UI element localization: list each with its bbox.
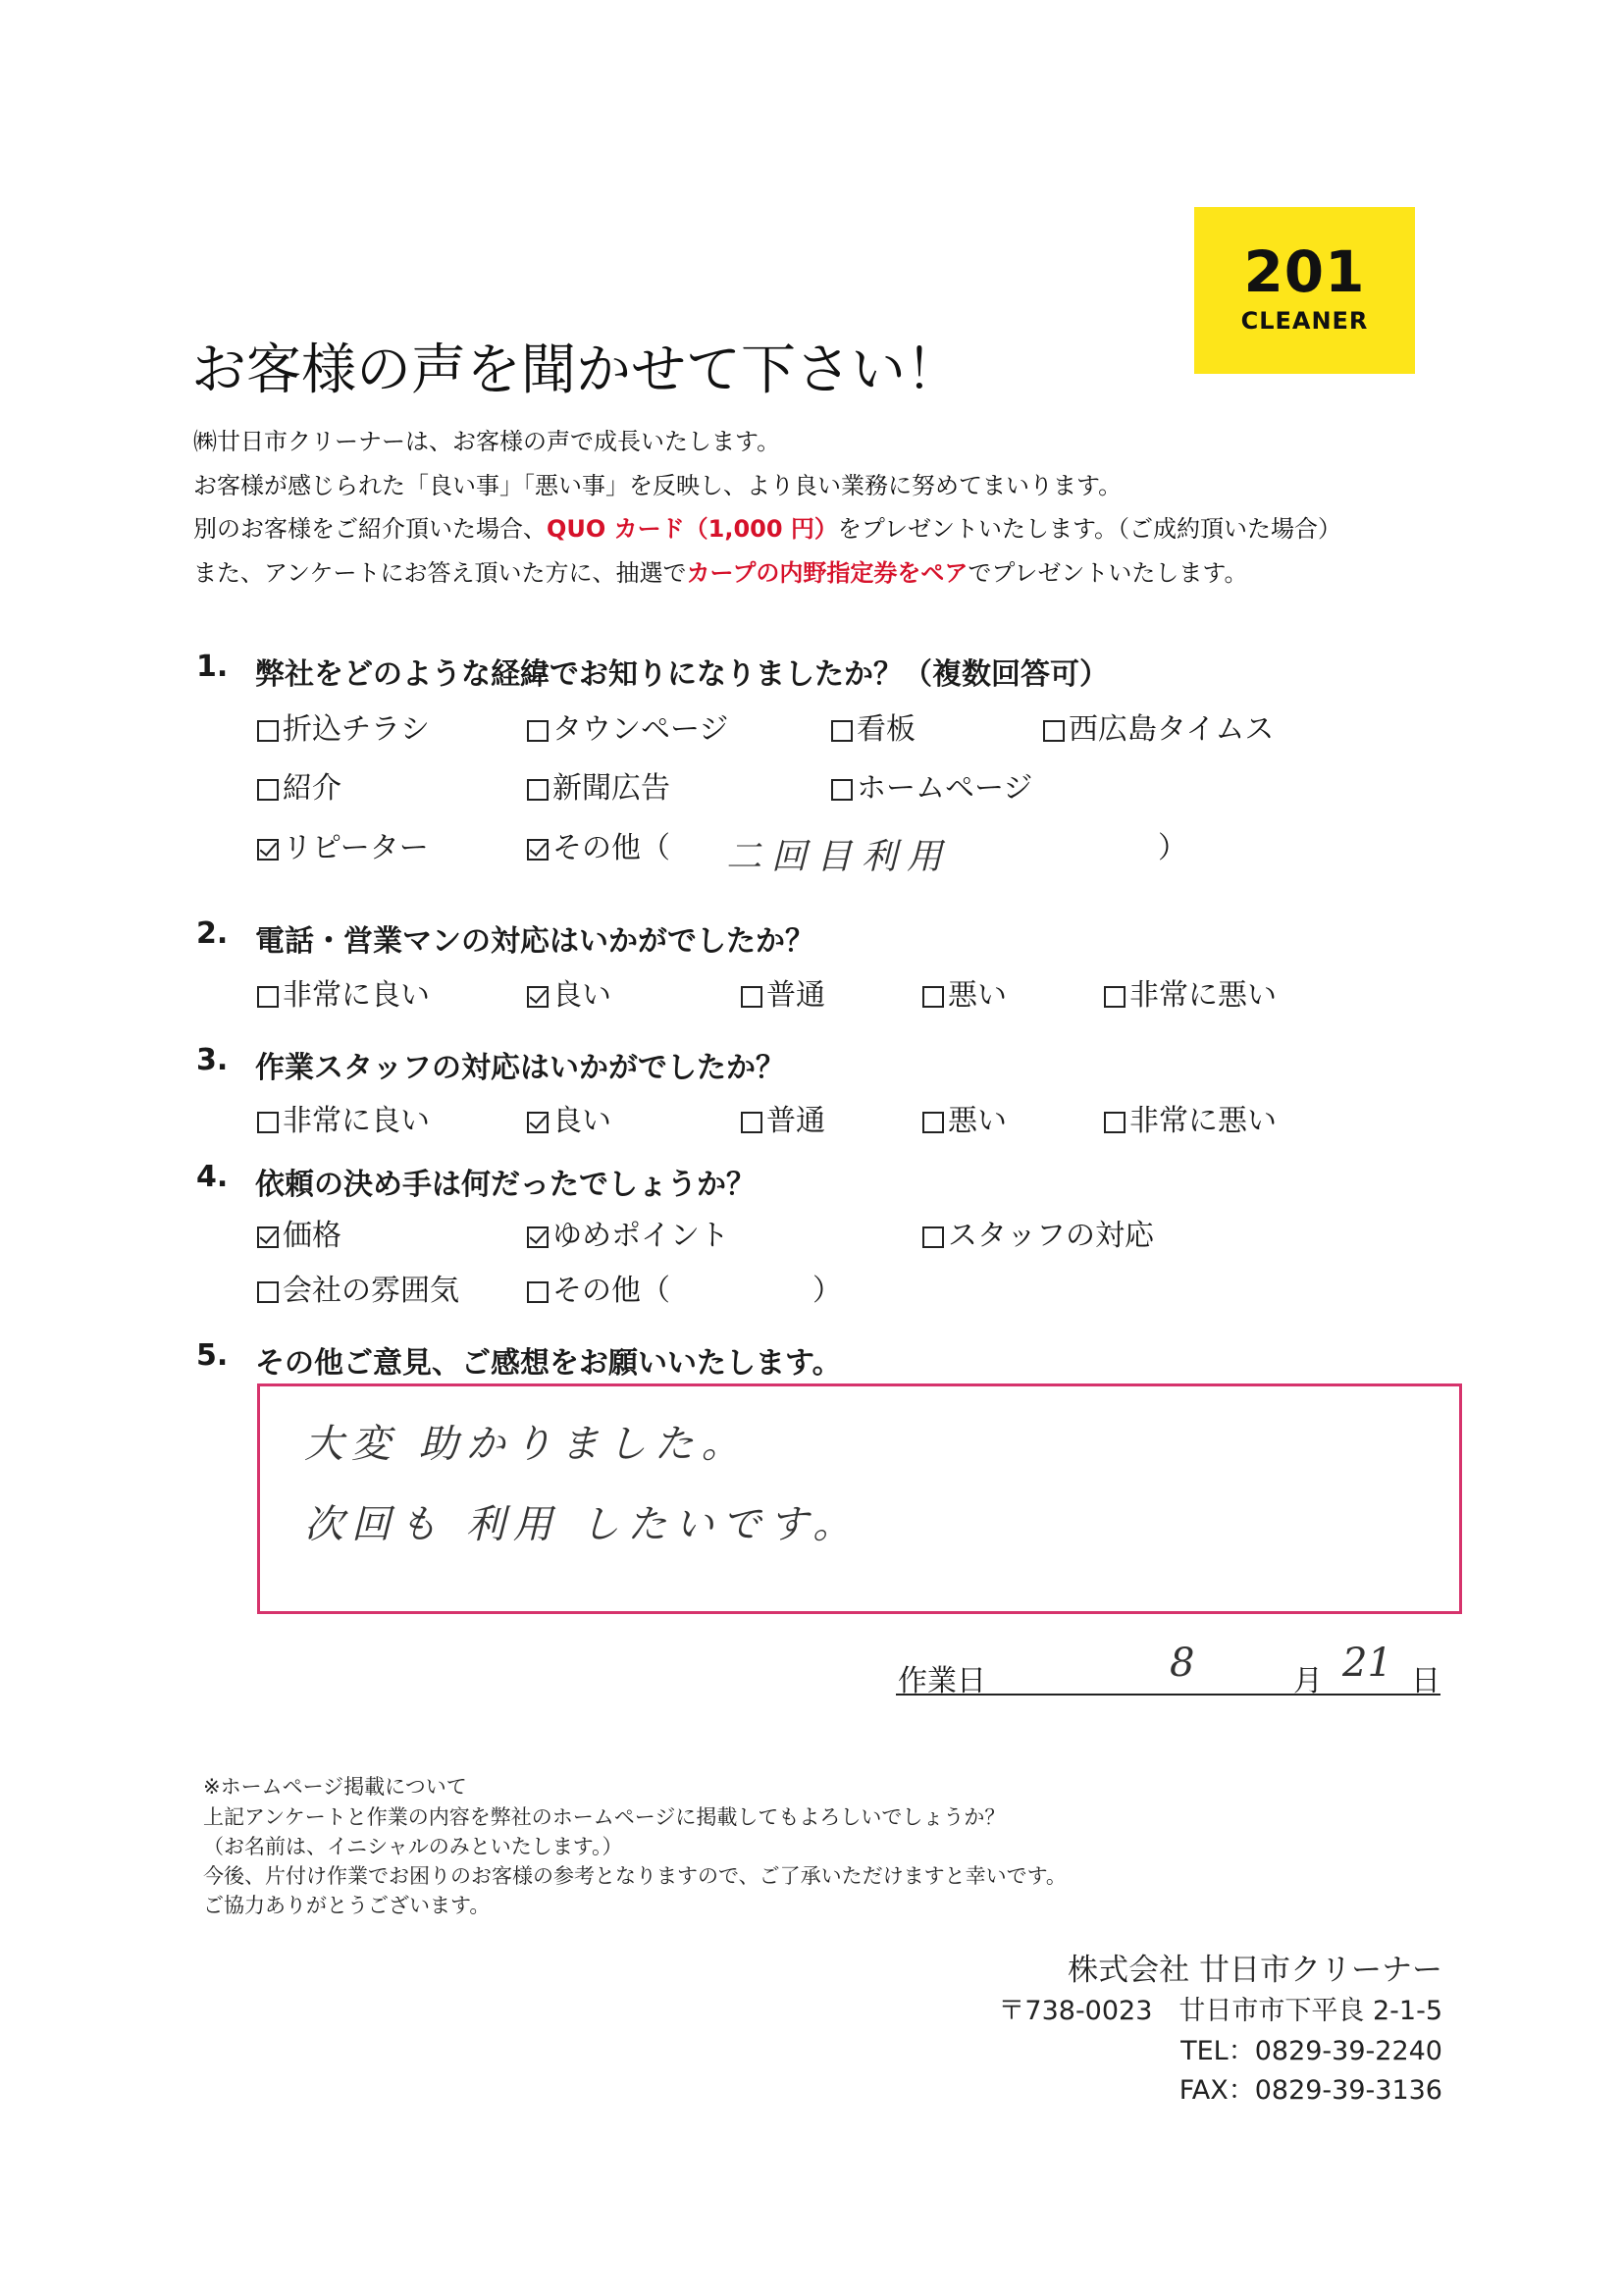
carp-ticket-highlight: カープの内野指定券をペア [686,559,969,587]
intro-line-4-pre: また、アンケートにお答え頂いた方に、抽選で [193,559,687,587]
option-label: 非常に良い [283,978,430,1013]
note-line: （お名前は、イニシャルのみといたします。） [203,1835,623,1858]
intro-line-3-post: をプレゼントいたします。（ご成約頂いた場合） [837,515,1342,543]
option-label: 非常に悪い [1129,978,1277,1013]
intro-line-3-pre: 別のお客様をご紹介頂いた場合、 [193,515,547,543]
q1-question: 弊社をどのような経緯でお知りになりましたか？（複数回答可） [255,657,1109,692]
checkbox[interactable] [922,1112,944,1133]
logo-text: CLEANER [1240,307,1369,335]
checkbox[interactable] [1104,1112,1126,1133]
option-label: 良い [552,978,611,1013]
option-label: 看板 [857,712,916,747]
q1-option[interactable] [527,710,728,750]
work-date-month[interactable]: 8 [1170,1641,1195,1686]
option-label: 普通 [766,1104,825,1138]
note-line: 上記アンケートと作業の内容を弊社のホームページに掲載してもよろしいでしょうか？ [203,1805,1006,1829]
q5-number: 5. [196,1338,229,1373]
note-line: 今後、片付け作業でお困りのお客様の参考となりますので、ご了承いただけますと幸いです。 [203,1864,1067,1888]
checkbox[interactable] [257,986,279,1008]
q1-option[interactable] [1043,710,1274,750]
intro-line-2: お客様が感じられた「良い事」「悪い事」を反映し、より良い業務に努めてまいります。 [193,472,1123,499]
option-label: 非常に良い [283,1104,430,1138]
intro-line-1: ㈱廿日市クリーナーは、お客様の声で成長いたします。 [193,428,781,455]
checkbox[interactable] [527,720,549,742]
option-label: 悪い [948,1104,1007,1138]
company-logo [1194,207,1415,374]
q4-option[interactable] [257,1217,341,1256]
q1-other-close: ） [1158,831,1187,865]
q2-question: 電話・営業マンの対応はいかがでしたか？ [255,924,814,959]
intro-line-4 [193,553,1248,588]
q2-number: 2. [196,916,229,951]
q1-option[interactable] [527,829,670,868]
checkbox[interactable] [257,720,279,742]
option-label: 良い [552,1104,611,1138]
checkbox[interactable] [527,1281,549,1303]
q4-option[interactable] [527,1217,729,1256]
q3-option[interactable] [922,1102,1007,1141]
work-date-month-label: 月 [1293,1664,1323,1698]
option-label: その他（ [552,831,670,865]
option-label: 会社の雰囲気 [283,1274,459,1308]
q3-option[interactable] [257,1102,430,1141]
checkbox-checked[interactable] [527,1226,549,1248]
option-label: 折込チラシ [283,712,430,747]
work-date-day-label: 日 [1411,1664,1440,1698]
option-label: リピーター [283,831,429,865]
option-label: ホームページ [857,771,1033,806]
checkbox-checked[interactable] [527,839,549,861]
q1-option[interactable] [257,710,430,750]
checkbox[interactable] [257,1112,279,1133]
q3-option[interactable] [527,1102,611,1141]
checkbox[interactable] [257,779,279,801]
checkbox[interactable] [831,779,853,801]
logo-number: 201 [1243,238,1366,305]
option-label: 西広島タイムス [1069,712,1275,747]
q2-option[interactable] [1104,976,1277,1016]
q4-other-close: ） [812,1274,842,1308]
option-label: 新聞広告 [552,771,670,806]
q1-option[interactable] [831,769,1032,809]
q1-option[interactable] [257,769,341,809]
q3-option[interactable] [741,1102,825,1141]
comment-line-1: 大変 助かりました。 [304,1422,749,1467]
q4-option[interactable] [527,1272,670,1311]
note-line: ※ホームページ掲載について [203,1775,467,1799]
q1-option[interactable] [527,769,670,809]
comment-line-2: 次回も 利用 したいです。 [304,1502,861,1547]
q3-question: 作業スタッフの対応はいかがでしたか？ [255,1051,785,1085]
option-label: その他（ [552,1274,670,1308]
checkbox-checked[interactable] [257,1226,279,1248]
company-name: 株式会社 廿日市クリーナー [1068,1953,1442,1988]
q2-option[interactable] [922,976,1007,1016]
q1-option[interactable] [831,710,916,750]
note-line: ご協力ありがとうございます。 [203,1894,491,1917]
page-title: お客様の声を聞かせて下さい！ [191,339,961,402]
option-label: 価格 [283,1219,341,1253]
intro-line-4-post: でプレゼントいたします。 [968,559,1248,587]
option-label: 悪い [948,978,1007,1013]
option-label: タウンページ [552,712,729,747]
company-fax: FAX：0829-39-3136 [1178,2075,1442,2106]
checkbox[interactable] [257,1281,279,1303]
checkbox[interactable] [922,1226,944,1248]
q3-number: 3. [196,1043,229,1077]
work-date-label: 作業日 [898,1664,986,1698]
intro-line-3 [193,509,1341,544]
quo-card-highlight: QUO カード（1,000 円） [547,515,838,543]
checkbox[interactable] [1104,986,1126,1008]
option-label: 紹介 [283,771,341,806]
checkbox[interactable] [741,1112,762,1133]
q2-option[interactable] [257,976,430,1016]
q1-other-answer[interactable]: 二回目利用 [726,837,953,877]
q3-option[interactable] [1104,1102,1277,1141]
q2-option[interactable] [741,976,825,1016]
option-label: 普通 [766,978,825,1013]
q4-question: 依頼の決め手は何だったでしょうか？ [255,1168,756,1202]
q2-option[interactable] [527,976,611,1016]
option-label: スタッフの対応 [948,1219,1154,1253]
q4-option[interactable] [257,1272,459,1311]
option-label: ゆめポイント [552,1219,729,1253]
work-date-underline [896,1694,1440,1696]
company-address: 〒738-0023 廿日市市下平良 2-1-5 [998,1996,1442,2026]
checkbox[interactable] [831,720,853,742]
option-label: 非常に悪い [1129,1104,1277,1138]
checkbox[interactable] [527,779,549,801]
checkbox[interactable] [741,986,762,1008]
q4-number: 4. [196,1160,229,1194]
q5-question: その他ご意見、ご感想をお願いいたします。 [255,1346,842,1381]
work-date-day[interactable]: 21 [1342,1641,1392,1686]
checkbox-checked[interactable] [527,986,549,1008]
company-tel: TEL：0829-39-2240 [1180,2036,1442,2066]
q1-number: 1. [196,650,229,684]
checkbox[interactable] [922,986,944,1008]
checkbox-checked[interactable] [527,1112,549,1133]
q4-option[interactable] [922,1217,1154,1256]
q1-option[interactable] [257,829,429,868]
checkbox[interactable] [1043,720,1065,742]
checkbox-checked[interactable] [257,839,279,861]
